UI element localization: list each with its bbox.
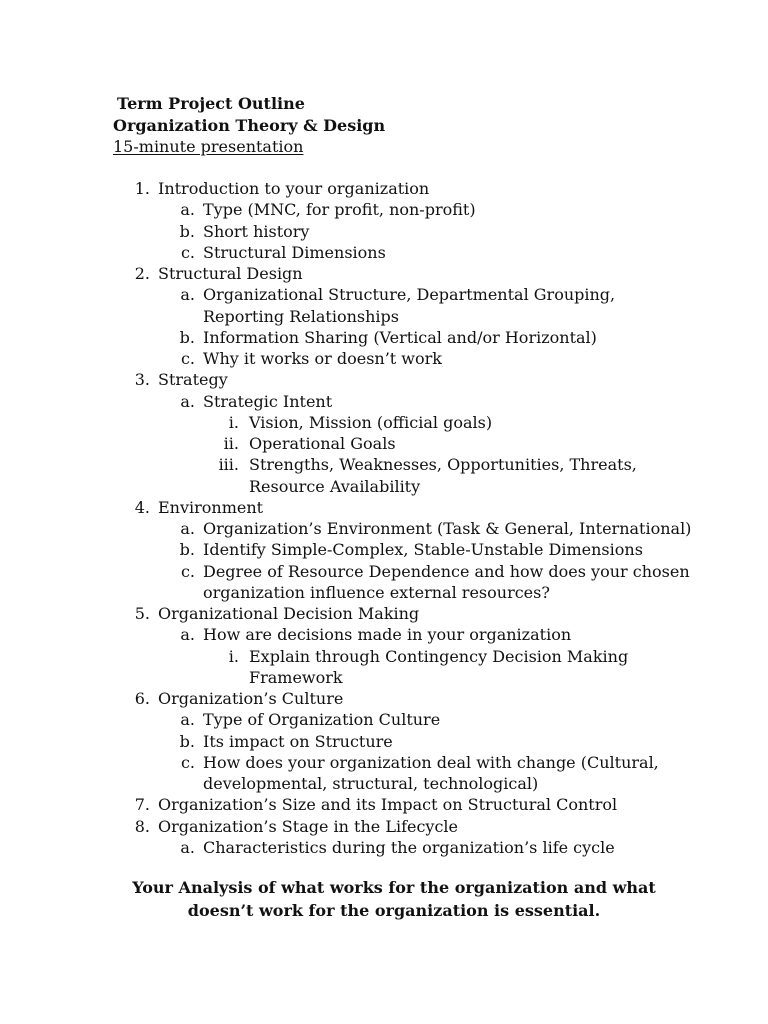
- outline-item-text: Organizational Structure, Departmental Grouping,: [203, 285, 616, 305]
- course-title: Organization Theory & Design: [113, 116, 386, 135]
- outline-item: [0, 582, 768, 603]
- outline-item: [0, 433, 768, 454]
- outline-item-text: Its impact on Structure: [203, 731, 393, 751]
- outline-item-marker: c.: [180, 561, 195, 581]
- outline-item-text: Degree of Resource Dependence and how does your chosen: [203, 561, 690, 581]
- outline-item: [0, 391, 768, 412]
- outline-item-text: Why it works or doesn’t work: [203, 349, 442, 368]
- outline-item-marker: 7.: [134, 795, 150, 815]
- outline-item-text: Information Sharing (Vertical and/or Horizontal): [203, 327, 597, 347]
- outline-item-marker: b.: [179, 327, 195, 347]
- outline-item: [0, 667, 768, 688]
- outline-item: [0, 263, 768, 284]
- outline-item-marker: c.: [180, 349, 195, 368]
- outline-item-text: Explain through Contingency Decision Making: [249, 646, 629, 666]
- outline-item-text: Structural Design: [158, 264, 303, 283]
- outline-item-marker: a.: [180, 391, 195, 411]
- outline-item-marker: 6.: [134, 689, 150, 708]
- outline-item-text: Environment: [158, 497, 264, 517]
- outline-item-marker: c.: [180, 242, 195, 262]
- outline-item-marker: b.: [179, 731, 195, 751]
- outline-item-marker: a.: [180, 710, 195, 730]
- outline-item-marker: a.: [180, 519, 195, 538]
- outline-item-marker: i.: [228, 412, 239, 432]
- outline-item: [0, 731, 768, 752]
- outline-item: [0, 412, 768, 433]
- outline-item-marker: a.: [180, 837, 195, 857]
- outline-item: [0, 306, 768, 327]
- outline-item-text: Organizational Decision Making: [158, 604, 420, 623]
- outline-item-marker: 2.: [134, 264, 150, 283]
- outline-item: [0, 476, 768, 497]
- document-title: Term Project Outline: [117, 94, 305, 113]
- outline-item: [0, 603, 768, 624]
- outline-item-marker: iii.: [218, 455, 239, 475]
- outline-item: [0, 794, 768, 815]
- outline-item-text: organization influence external resources?: [203, 582, 550, 602]
- outline-item-text: Strengths, Weaknesses, Opportunities, Threats,: [249, 455, 637, 475]
- presentation-length: 15-minute presentation: [113, 137, 304, 156]
- outline-item-text: Organization’s Stage in the Lifecycle: [158, 816, 459, 836]
- outline-item-text: Resource Availability: [249, 476, 421, 496]
- outline-item: [0, 284, 768, 305]
- outline-item: [0, 518, 768, 539]
- outline-item-text: Organization’s Environment (Task & General, International): [203, 519, 692, 538]
- outline-item-text: Characteristics during the organization’s life cycle: [203, 837, 615, 857]
- outline-item-text: Identify Simple-Complex, Stable-Unstable Dimensions: [203, 540, 643, 560]
- outline-item: [0, 688, 768, 709]
- outline-item: [0, 837, 768, 858]
- closing-statement-line-1: Your Analysis of what works for the organization and what: [132, 878, 656, 897]
- outline-item: [0, 178, 768, 199]
- outline-item-text: How are decisions made in your organization: [203, 625, 572, 645]
- outline-item-text: Reporting Relationships: [203, 306, 399, 326]
- outline-item-marker: a.: [180, 200, 195, 220]
- outline-item: [0, 539, 768, 560]
- outline-item: [0, 816, 768, 837]
- outline-item: [0, 454, 768, 475]
- outline-item-text: Introduction to your organization: [158, 179, 430, 198]
- outline-item-marker: 4.: [134, 497, 150, 517]
- outline-item-text: Strategic Intent: [203, 391, 333, 411]
- outline-item-marker: ii.: [223, 434, 239, 453]
- outline-item-text: Organization’s Culture: [158, 689, 344, 708]
- outline-item-text: Strategy: [158, 370, 228, 390]
- outline-item: [0, 709, 768, 730]
- outline-item: [0, 497, 768, 518]
- outline-item: [0, 752, 768, 773]
- outline-item: [0, 561, 768, 582]
- outline-item: [0, 348, 768, 369]
- outline-item-text: How does your organization deal with change (Cultural,: [203, 752, 659, 772]
- outline-item-marker: 8.: [134, 816, 150, 836]
- outline-item-text: Operational Goals: [249, 434, 396, 453]
- outline-item-text: Framework: [249, 667, 343, 687]
- outline-item-text: Organization’s Size and its Impact on Structural Control: [158, 795, 618, 815]
- outline-item: [0, 624, 768, 645]
- outline-item: [0, 199, 768, 220]
- outline-item-marker: b.: [179, 540, 195, 560]
- outline-item-text: Type (MNC, for profit, non-profit): [203, 200, 476, 220]
- closing-statement-line-2: doesn’t work for the organization is essential.: [187, 901, 601, 920]
- outline-item-marker: 5.: [134, 604, 150, 623]
- outline-item-marker: c.: [180, 752, 195, 772]
- outline-item-text: Type of Organization Culture: [203, 710, 441, 730]
- outline-item-marker: i.: [228, 646, 239, 666]
- outline-item: [0, 646, 768, 667]
- outline-item: [0, 327, 768, 348]
- outline-item: [0, 242, 768, 263]
- outline-item: [0, 773, 768, 794]
- outline-item-marker: 3.: [134, 370, 150, 390]
- outline-item-text: developmental, structural, technological): [203, 774, 539, 793]
- outline-item-marker: 1.: [134, 179, 150, 198]
- outline-item-text: Vision, Mission (official goals): [249, 412, 493, 432]
- outline-item-marker: a.: [180, 625, 195, 645]
- outline-item-text: Short history: [203, 221, 310, 241]
- outline-item: [0, 221, 768, 242]
- outline-item-marker: a.: [180, 285, 195, 305]
- outline-item: [0, 369, 768, 390]
- outline-item-text: Structural Dimensions: [203, 242, 386, 262]
- outline-item-marker: b.: [179, 221, 195, 241]
